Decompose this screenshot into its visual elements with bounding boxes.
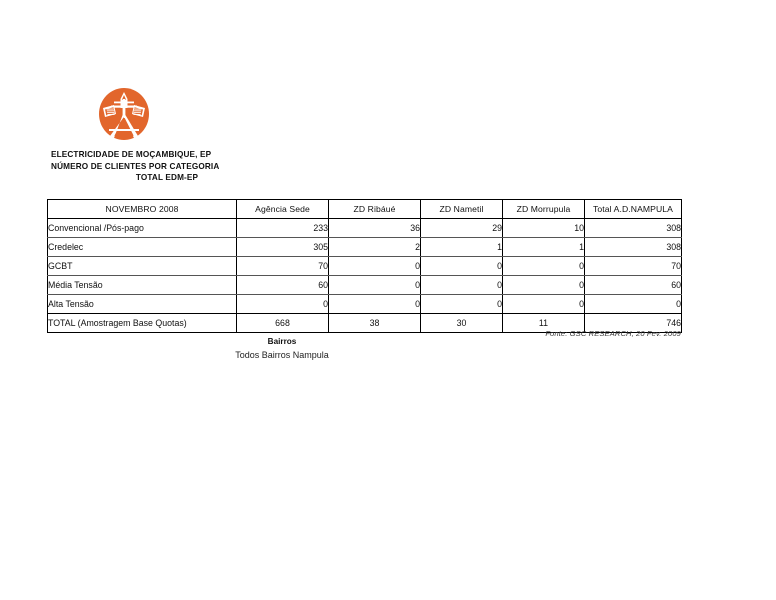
cell-zd-nametil: 0 [421,276,503,295]
cell-zd-nametil: 1 [421,238,503,257]
bairros-title: Bairros [267,337,297,346]
cell-agencia-sede: 233 [237,219,329,238]
cell-total-nampula: 60 [585,276,682,295]
cell-zd-ribaue: 0 [329,257,421,276]
cell-agencia-sede: 305 [237,238,329,257]
row-label: Credelec [48,238,237,257]
cell-zd-morrupula: 1 [503,238,585,257]
clients-by-category-table [47,199,682,333]
cell-zd-morrupula: 0 [503,257,585,276]
column-header-agencia-sede: Agência Sede [237,200,329,219]
title-line-subject: NÚMERO DE CLIENTES POR CATEGORIA [51,161,220,171]
title-line-company: ELECTRICIDADE DE MOÇAMBIQUE, EP [51,150,212,159]
cell-zd-morrupula: 0 [503,276,585,295]
row-label: Convencional /Pós-pago [48,219,237,238]
table-row [48,295,682,314]
title-line-scope: TOTAL EDM-EP [135,173,199,183]
total-zd-nametil: 30 [421,314,503,333]
cell-zd-ribaue: 36 [329,219,421,238]
total-row-label: TOTAL (Amostragem Base Quotas) [48,314,237,333]
total-zd-ribaue: 38 [329,314,421,333]
column-header-zd-ribaue: ZD Ribáué [329,200,421,219]
cell-total-nampula: 0 [585,295,682,314]
cell-total-nampula: 308 [585,219,682,238]
document-title-block [47,149,287,184]
row-label: Média Tensão [48,276,237,295]
cell-total-nampula: 70 [585,257,682,276]
total-zd-morrupula: 11 [503,314,585,333]
table-row [48,219,682,238]
cell-agencia-sede: 70 [237,257,329,276]
edm-pylon-logo-icon [97,86,151,142]
cell-zd-ribaue: 0 [329,295,421,314]
table-row [48,238,682,257]
column-header-zd-nametil: ZD Nametil [421,200,503,219]
row-label: GCBT [48,257,237,276]
cell-zd-ribaue: 2 [329,238,421,257]
total-nampula-grand: 746 [585,314,682,333]
cell-zd-morrupula: 10 [503,219,585,238]
cell-zd-nametil: 0 [421,295,503,314]
cell-zd-nametil: 29 [421,219,503,238]
column-header-zd-morrupula: ZD Morrupula [503,200,585,219]
bairros-block [182,336,382,362]
table-row [48,257,682,276]
source-note: Fonte: GSC RESEARCH, 20 Fev. 2009 [545,329,681,338]
row-label: Alta Tensão [48,295,237,314]
cell-agencia-sede: 0 [237,295,329,314]
total-agencia-sede: 668 [237,314,329,333]
cell-zd-ribaue: 0 [329,276,421,295]
bairros-subtitle: Todos Bairros Nampula [235,350,329,360]
column-header-total-nampula: Total A.D.NAMPULA [585,200,682,219]
edm-logo [97,86,151,142]
table-header-row [48,200,682,219]
cell-total-nampula: 308 [585,238,682,257]
cell-zd-morrupula: 0 [503,295,585,314]
table-row [48,276,682,295]
cell-zd-nametil: 0 [421,257,503,276]
cell-agencia-sede: 60 [237,276,329,295]
column-header-period: NOVEMBRO 2008 [48,200,237,219]
